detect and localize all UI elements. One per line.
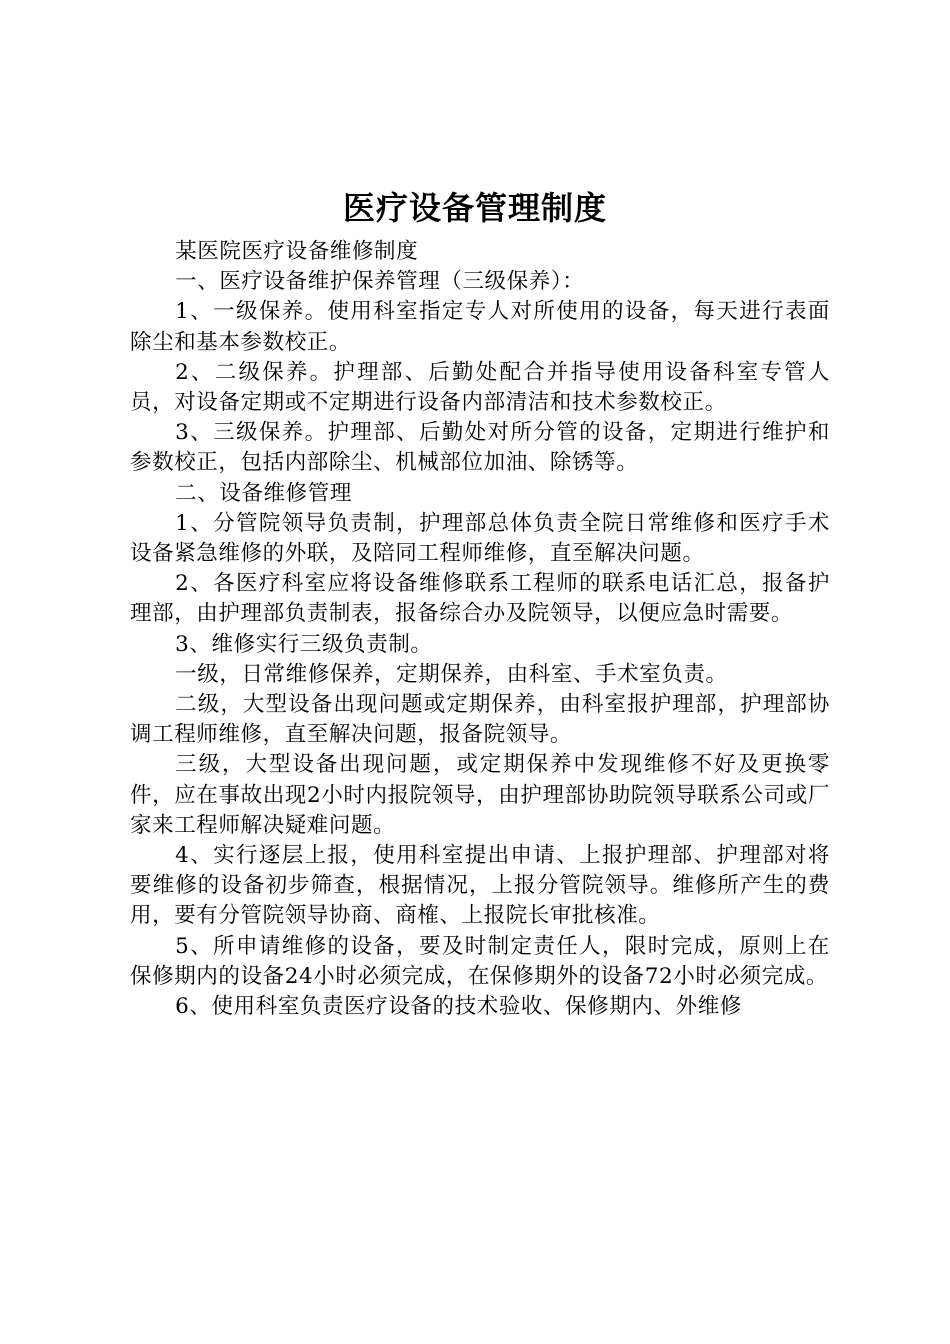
paragraph-level-3-maintenance: 3、三级保养。护理部、后勤处对所分管的设备，定期进行维护和参数校正，包括内部除尘、机械部位加油、除锈等。	[130, 420, 830, 476]
paragraph-section-2-heading: 二、设备维修管理	[175, 480, 352, 506]
paragraph-repair-level-1: 一级，日常维修保养，定期保养，由科室、手术室负责。	[175, 661, 728, 687]
paragraph-repair-level-3: 三级，大型设备出现问题，或定期保养中发现维修不好及更换零件，应在事故出现2小时内报院领导，由护理部协助院领导联系公司或厂家来工程师解决疑难问题。	[130, 752, 830, 838]
paragraph-repair-item-6: 6、使用科室负责医疗设备的技术验收、保修期内、外维修	[175, 994, 742, 1020]
paragraph-repair-item-5: 5、所申请维修的设备，要及时制定责任人，限时完成，原则上在保修期内的设备24小时必须完成，在保修期外的设备72小时必须完成。	[130, 933, 830, 989]
paragraph-repair-item-3: 3、维修实行三级负责制。	[175, 631, 433, 657]
paragraph-repair-level-2: 二级，大型设备出现问题或定期保养，由科室报护理部，护理部协调工程师维修，直至解决问题，报备院领导。	[130, 692, 830, 748]
paragraph-level-2-maintenance: 2、二级保养。护理部、后勤处配合并指导使用设备科室专管人员，对设备定期或不定期进行设备内部清洁和技术参数校正。	[130, 359, 830, 416]
paragraph-level-1-maintenance: 1、一级保养。使用科室指定专人对所使用的设备，每天进行表面除尘和基本参数校正。	[130, 299, 830, 355]
paragraph-section-1-heading: 一、医疗设备维护保养管理（三级保养）：	[175, 269, 585, 295]
paragraph-hospital-name: 某医院医疗设备维修制度	[175, 239, 419, 264]
paragraph-repair-item-2: 2、各医疗科室应将设备维修联系工程师的联系电话汇总，报备护理部，由护理部负责制表，报备综合办及院领导，以便应急时需要。	[130, 571, 830, 627]
paragraph-repair-item-1: 1、分管院领导负责制，护理部总体负责全院日常维修和医疗手术设备紧急维修的外联，及陪同工程师维修，直至解决问题。	[130, 510, 830, 567]
paragraph-repair-item-4: 4、实行逐层上报，使用科室提出申请、上报护理部、护理部对将要维修的设备初步筛查，根据情况，上报分管院领导。维修所产生的费用，要有分管院领导协商、商榷、上报院长审批核准。	[130, 843, 830, 929]
document-title: 医疗设备管理制度	[342, 189, 607, 227]
document-body	[130, 237, 830, 1022]
